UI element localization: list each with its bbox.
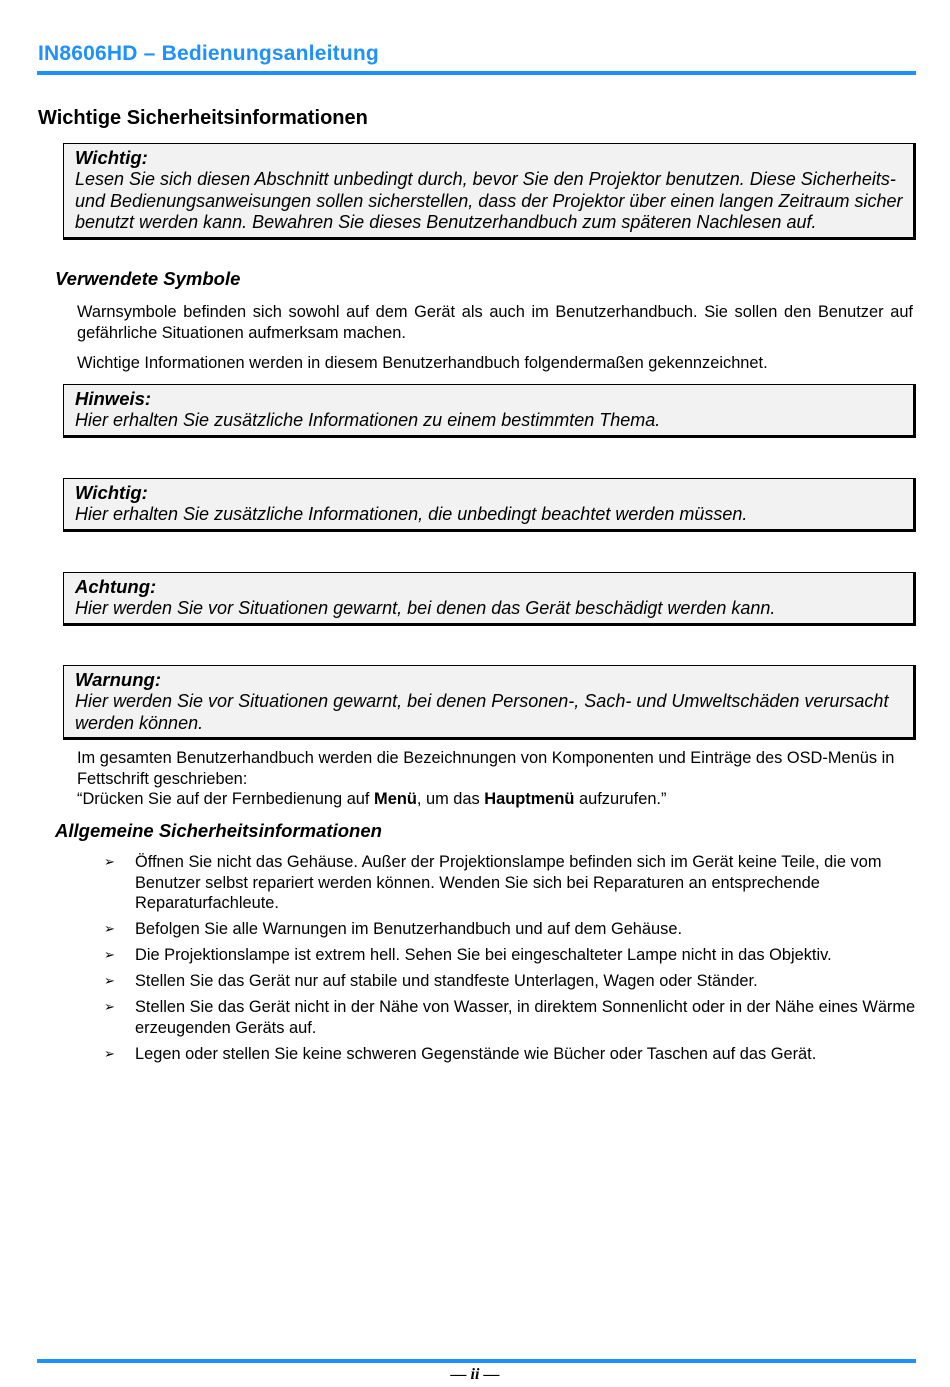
note-box-text: Hier werden Sie vor Situationen gewarnt, bei denen das Gerät beschädigt werden kann. <box>75 598 776 618</box>
arrow-bullet-icon: ➢ <box>104 854 115 869</box>
arrow-bullet-icon: ➢ <box>104 999 115 1014</box>
arrow-bullet-icon: ➢ <box>104 973 115 988</box>
list-item-text: Stellen Sie das Gerät nur auf stabile und standfeste Unterlagen, Wagen oder Ständer. <box>135 972 758 990</box>
document-header-title: IN8606HD – Bedienungsanleitung <box>38 42 379 65</box>
important-box <box>63 143 916 240</box>
note-box-text: Hier werden Sie vor Situationen gewarnt, bei denen Personen-, Sach- und Umweltschäden verursacht werden können. <box>75 691 889 733</box>
list-item-text: Legen oder stellen Sie keine schweren Gegenstände wie Bücher oder Taschen auf das Gerät. <box>135 1044 817 1063</box>
symbols-paragraph-1: Warnsymbole befinden sich sowohl auf dem Gerät als auch im Benutzerhandbuch. Sie sollen den Benutzer auf gefährliche Situationen aufmerksam machen. <box>77 303 913 342</box>
symbols-heading: Verwendete Symbole <box>55 268 241 289</box>
bold-convention-line: Im gesamten Benutzerhandbuch werden die Bezeichnungen von Komponenten und Einträge des OSD-Menüs in Fettschrift geschrieben: <box>77 749 895 788</box>
note-box-title: Achtung: <box>75 576 157 597</box>
note-box-text: Hier erhalten Sie zusätzliche Informationen, die unbedingt beachtet werden müssen. <box>75 504 748 524</box>
list-item-text: Die Projektionslampe ist extrem hell. Sehen Sie bei eingeschalteter Lampe nicht in das Objektiv. <box>135 946 832 964</box>
note-box-title: Warnung: <box>75 669 161 690</box>
important-box-title: Wichtig: <box>75 147 148 168</box>
list-item <box>104 1044 916 1065</box>
note-box-text: Hier erhalten Sie zusätzliche Informationen zu einem bestimmten Thema. <box>75 410 661 430</box>
note-box-hinweis <box>63 384 916 438</box>
list-item-text: Öffnen Sie nicht das Gehäuse. Außer der Projektionslampe befinden sich im Gerät keine Teile, die vom Benutzer selbst repariert werden können. Wenden Sie sich bei Reparaturen an entsprechende Reparaturfachleute. <box>135 853 882 912</box>
example-text: “Drücken Sie auf der Fernbedienung auf <box>77 790 375 808</box>
general-safety-heading: Allgemeine Sicherheitsinformationen <box>55 820 382 841</box>
arrow-bullet-icon: ➢ <box>104 1045 115 1061</box>
bold-convention-example <box>77 790 666 808</box>
list-item <box>104 852 916 914</box>
list-item <box>104 919 916 940</box>
bold-convention-note <box>77 748 897 810</box>
note-box-wichtig <box>63 478 916 532</box>
symbols-paragraph-2: Wichtige Informationen werden in diesem Benutzerhandbuch folgendermaßen gekennzeichnet. <box>77 354 768 372</box>
note-box-title: Hinweis: <box>75 388 152 409</box>
arrow-bullet-icon: ➢ <box>104 947 115 962</box>
arrow-bullet-icon: ➢ <box>104 921 115 936</box>
example-bold-hauptmenu: Hauptmenü <box>484 790 575 808</box>
list-item <box>104 945 916 966</box>
section-title: Wichtige Sicherheitsinformationen <box>38 107 368 129</box>
header-rule <box>37 71 916 75</box>
list-item <box>104 997 916 1038</box>
note-box-achtung <box>63 572 916 626</box>
important-box-text: Lesen Sie sich diesen Abschnitt unbedingt durch, bevor Sie den Projektor benutzen. Diese Sicherheits- und Bedienungsanweisungen sollen sicherstellen, dass der Projektor über einen langen Zeitraum sicher benutzt werden kann. Bewahren Sie dieses Benutzerhandbuch zum späteren Nachlesen auf. <box>75 169 903 232</box>
footer-rule <box>37 1359 916 1363</box>
example-text: , um das <box>416 790 485 808</box>
list-item-text: Stellen Sie das Gerät nicht in der Nähe von Wasser, in direktem Sonnenlicht oder in der Nähe eines Wärme erzeugenden Geräts auf. <box>135 998 916 1037</box>
general-safety-list <box>104 852 916 1070</box>
list-item <box>104 971 916 992</box>
example-bold-menu: Menü <box>374 790 417 808</box>
page-number: — ii — <box>450 1366 500 1383</box>
list-item-text: Befolgen Sie alle Warnungen im Benutzerhandbuch und auf dem Gehäuse. <box>135 920 683 938</box>
note-box-warnung <box>63 665 916 740</box>
note-box-title: Wichtig: <box>75 482 148 503</box>
example-text: aufzurufen.” <box>574 790 667 808</box>
